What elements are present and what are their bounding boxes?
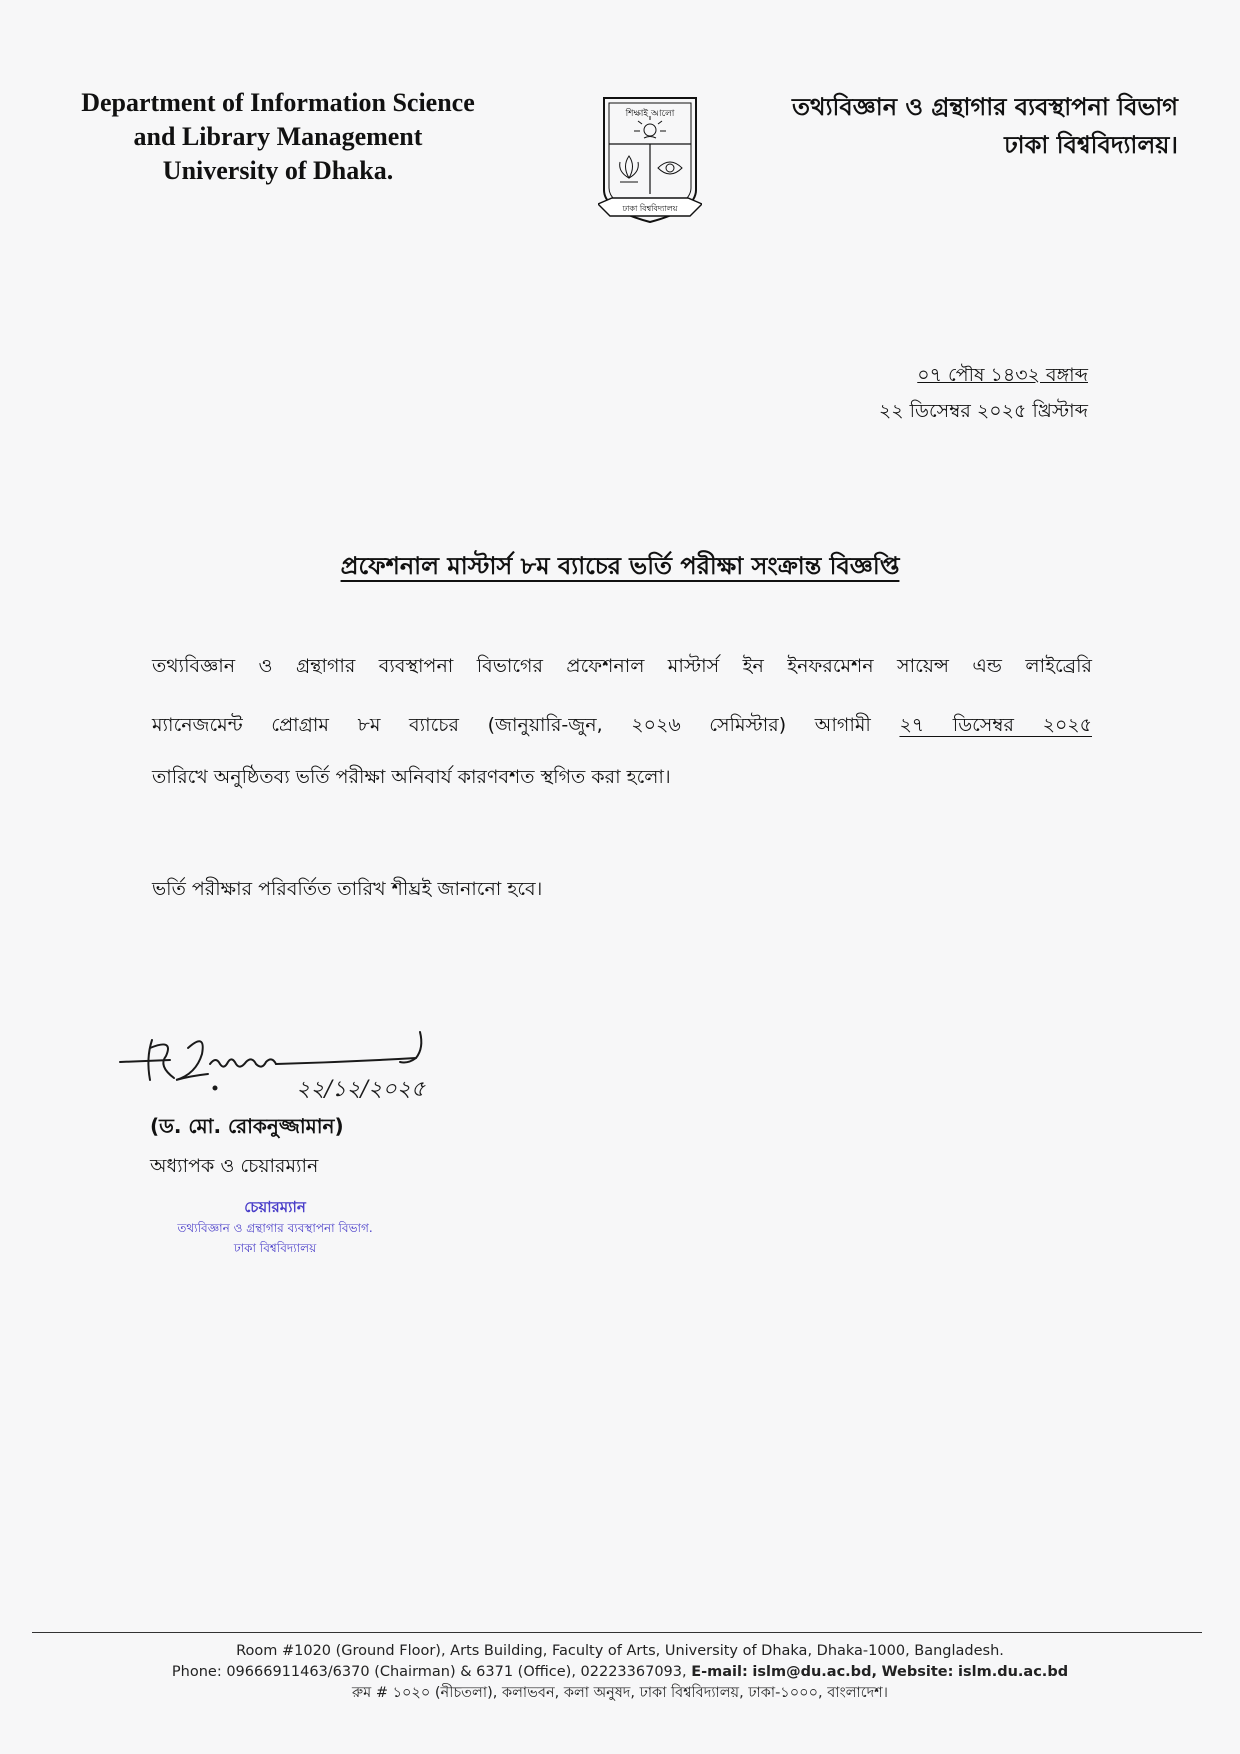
stamp-line-1: চেয়ারম্যান — [244, 1198, 306, 1216]
body-line-3: তারিখে অনুষ্ঠিতব্য ভর্তি পরীক্ষা অনিবার্য কারণবশত স্থগিত করা হলো। — [152, 766, 671, 788]
stamp-line-2: তথ্যবিজ্ঞান ও গ্রন্থাগার ব্যবস্থাপনা বিভাগ. — [177, 1221, 373, 1235]
notice-subject: প্রফেশনাল মাস্টার্স ৮ম ব্যাচের ভর্তি পরীক্ষা সংক্রান্ত বিজ্ঞপ্তি — [340, 552, 900, 580]
english-header-line-2: and Library Management — [133, 122, 423, 151]
footer-bangla-address: রুম # ১০২০ (নীচতলা), কলাভবন, কলা অনুষদ, ঢাকা বিশ্ববিদ্যালয়, ঢাকা-১০০০, বাংলাদেশ। — [352, 1685, 888, 1701]
page-footer — [0, 1641, 1240, 1704]
english-department-header — [48, 86, 508, 188]
stamp-line-3: ঢাকা বিশ্ববিদ্যালয় — [233, 1241, 317, 1255]
body-line-1: তথ্যবিজ্ঞান ও গ্রন্থাগার ব্যবস্থাপনা বিভাগের প্রফেশনাল মাস্টার্স ইন ইনফরমেশন সায়েন্স এন্ড লাইব্রেরি — [152, 655, 1092, 677]
gregorian-date: ২২ ডিসেম্বর ২০২৫ খ্রিস্টাব্দ — [878, 400, 1088, 422]
body-line-2-text: ম্যানেজমেন্ট প্রোগ্রাম ৮ম ব্যাচের (জানুয়ারি-জুন, ২০২৬ সেমিস্টার) আগামী — [152, 714, 871, 736]
handwritten-signature — [116, 1018, 476, 1118]
bangla-calendar-date: ০৭ পৌষ ১৪৩২ বঙ্গাব্দ — [917, 364, 1088, 386]
notice-dates — [879, 357, 1088, 429]
crest-motto: শিক্ষাই আলো — [625, 109, 675, 119]
signatory-title: অধ্যাপক ও চেয়ারম্যান — [150, 1155, 319, 1177]
footer-phone: Phone: 09666911463/6370 (Chairman) & 6371 (Office), 02223367093, — [171, 1664, 687, 1680]
official-stamp — [150, 1196, 400, 1258]
footer-divider — [32, 1632, 1202, 1633]
signature-date: ২২/১২/২০২৫ — [296, 1077, 426, 1102]
university-of-dhaka-crest-icon — [598, 94, 702, 230]
exam-date: ২৭ ডিসেম্বর ২০২৫ — [899, 714, 1092, 736]
university-crest-logo — [598, 94, 702, 230]
body-paragraph-2: ভর্তি পরীক্ষার পরিবর্তিত তারিখ শীঘ্রই জানানো হবে। — [152, 878, 543, 900]
bangla-header-line-2: ঢাকা বিশ্ববিদ্যালয়। — [1004, 131, 1178, 159]
english-header-line-1: Department of Information Science — [81, 88, 475, 117]
bangla-header-line-1: তথ্যবিজ্ঞান ও গ্রন্থাগার ব্যবস্থাপনা বিভাগ — [792, 93, 1178, 121]
english-header-line-3: University of Dhaka. — [162, 156, 394, 185]
signature-drawing — [116, 1018, 476, 1118]
footer-website: islm.du.ac.bd — [958, 1664, 1069, 1680]
signatory-name: (ড. মো. রোকনুজ্জামান) — [150, 1114, 344, 1138]
footer-address: Room #1020 (Ground Floor), Arts Building, Faculty of Arts, University of Dhaka, Dhaka-1000, Bangladesh. — [236, 1643, 1004, 1659]
footer-contact — [0, 1662, 1240, 1683]
footer-email: islm@du.ac.bd, — [752, 1664, 877, 1680]
crest-banner-text: ঢাকা বিশ্ববিদ্যালয় — [622, 204, 678, 213]
body-line-2 — [152, 711, 1092, 743]
footer-website-label: Website: — [881, 1664, 954, 1680]
footer-email-label: E-mail: — [691, 1664, 748, 1680]
bangla-department-header — [758, 88, 1178, 164]
